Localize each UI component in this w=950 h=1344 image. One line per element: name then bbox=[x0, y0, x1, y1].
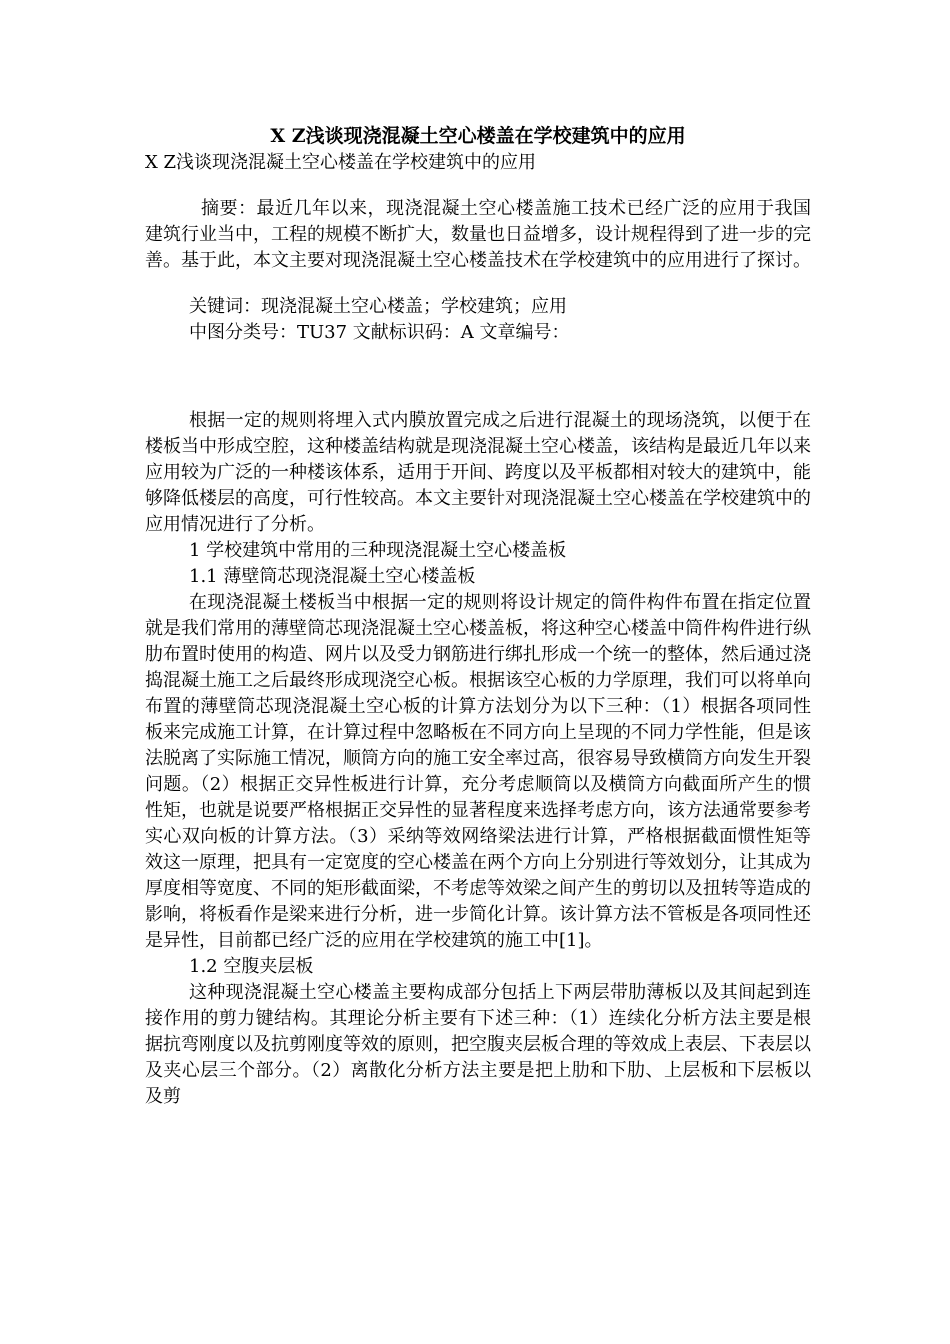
classification-line: 中图分类号：TU37 文献标识码：A 文章编号： bbox=[189, 322, 570, 343]
section-1-heading: 1 学校建筑中常用的三种现浇混凝土空心楼盖板 bbox=[189, 540, 567, 561]
section-1-2-heading: 1.2 空腹夹层板 bbox=[189, 956, 314, 977]
abstract-paragraph: 摘要：最近几年以来，现浇混凝土空心楼盖施工技术已经广泛的应用于我国建筑行业当中，工程的规模不断扩大，数量也日益增多，设计规程得到了进一步的完善。基于此，本文主要对现浇混凝土空心楼盖技术在学校建筑中的应用进行了探讨。 bbox=[145, 198, 811, 271]
document-subtitle: X Z浅谈现浇混凝土空心楼盖在学校建筑中的应用 bbox=[145, 152, 537, 173]
section-1-2-paragraph: 这种现浇混凝土空心楼盖主要构成部分包括上下两层带肋薄板以及其间起到连接作用的剪力键结构。其理论分析主要有下述三种：（1）连续化分析方法主要是根据抗弯刚度以及抗剪刚度等效的原则，把空腹夹层板合理的等效成上表层、下表层以及夹心层三个部分。（2）离散化分析方法主要是把上肋和下肋、上层板和下层板以及剪 bbox=[145, 982, 811, 1107]
document-title: X Z浅谈现浇混凝土空心楼盖在学校建筑中的应用 bbox=[270, 125, 686, 147]
keywords-line: 关键词：现浇混凝土空心楼盖；学校建筑；应用 bbox=[189, 296, 567, 317]
section-1-1-heading: 1.1 薄壁筒芯现浇混凝土空心楼盖板 bbox=[189, 566, 476, 587]
body-section bbox=[145, 408, 811, 1110]
section-1-1-paragraph: 在现浇混凝土楼板当中根据一定的规则将设计规定的筒件构件布置在指定位置就是我们常用的薄壁筒芯现浇混凝土空心楼盖板，将这种空心楼盖中筒件构件进行纵肋布置时使用的构造、网片以及受力钢筋进行绑扎形成一个统一的整体，然后通过浇捣混凝土施工之后最终形成现浇空心板。根据该空心板的力学原理，我们可以将单向布置的薄壁筒芯现浇混凝土空心板的计算方法划分为以下三种：（1）根据各项同性板来完成施工计算，在计算过程中忽略板在不同方向上呈现的不同力学性能，但是该法脱离了实际施工情况，顺筒方向的施工安全率过高，很容易导致横筒方向发生开裂问题。（2）根据正交异性板进行计算，充分考虑顺筒以及横筒方向截面所产生的惯性矩，也就是说要严格根据正交异性的显著程度来选择考虑方向，该方法通常要参考实心双向板的计算方法。（3）采纳等效网络梁法进行计算，严格根据截面惯性矩等效这一原理，把具有一定宽度的空心楼盖在两个方向上分别进行等效划分，让其成为厚度相等宽度、不同的矩形截面梁，不考虑等效梁之间产生的剪切以及扭转等造成的影响，将板看作是梁来进行分析，进一步简化计算。该计算方法不管板是各项同性还是异性，目前都已经广泛的应用在学校建筑的施工中[1]。 bbox=[145, 592, 811, 951]
document-page bbox=[145, 122, 811, 1110]
intro-paragraph: 根据一定的规则将埋入式内膜放置完成之后进行混凝土的现场浇筑，以便于在楼板当中形成空腔，这种楼盖结构就是现浇混凝土空心楼盖，该结构是最近几年以来应用较为广泛的一种楼该体系，适用于开间、跨度以及平板都相对较大的建筑中，能够降低楼层的高度，可行性较高。本文主要针对现浇混凝土空心楼盖在学校建筑中的应用情况进行了分析。 bbox=[145, 410, 811, 535]
